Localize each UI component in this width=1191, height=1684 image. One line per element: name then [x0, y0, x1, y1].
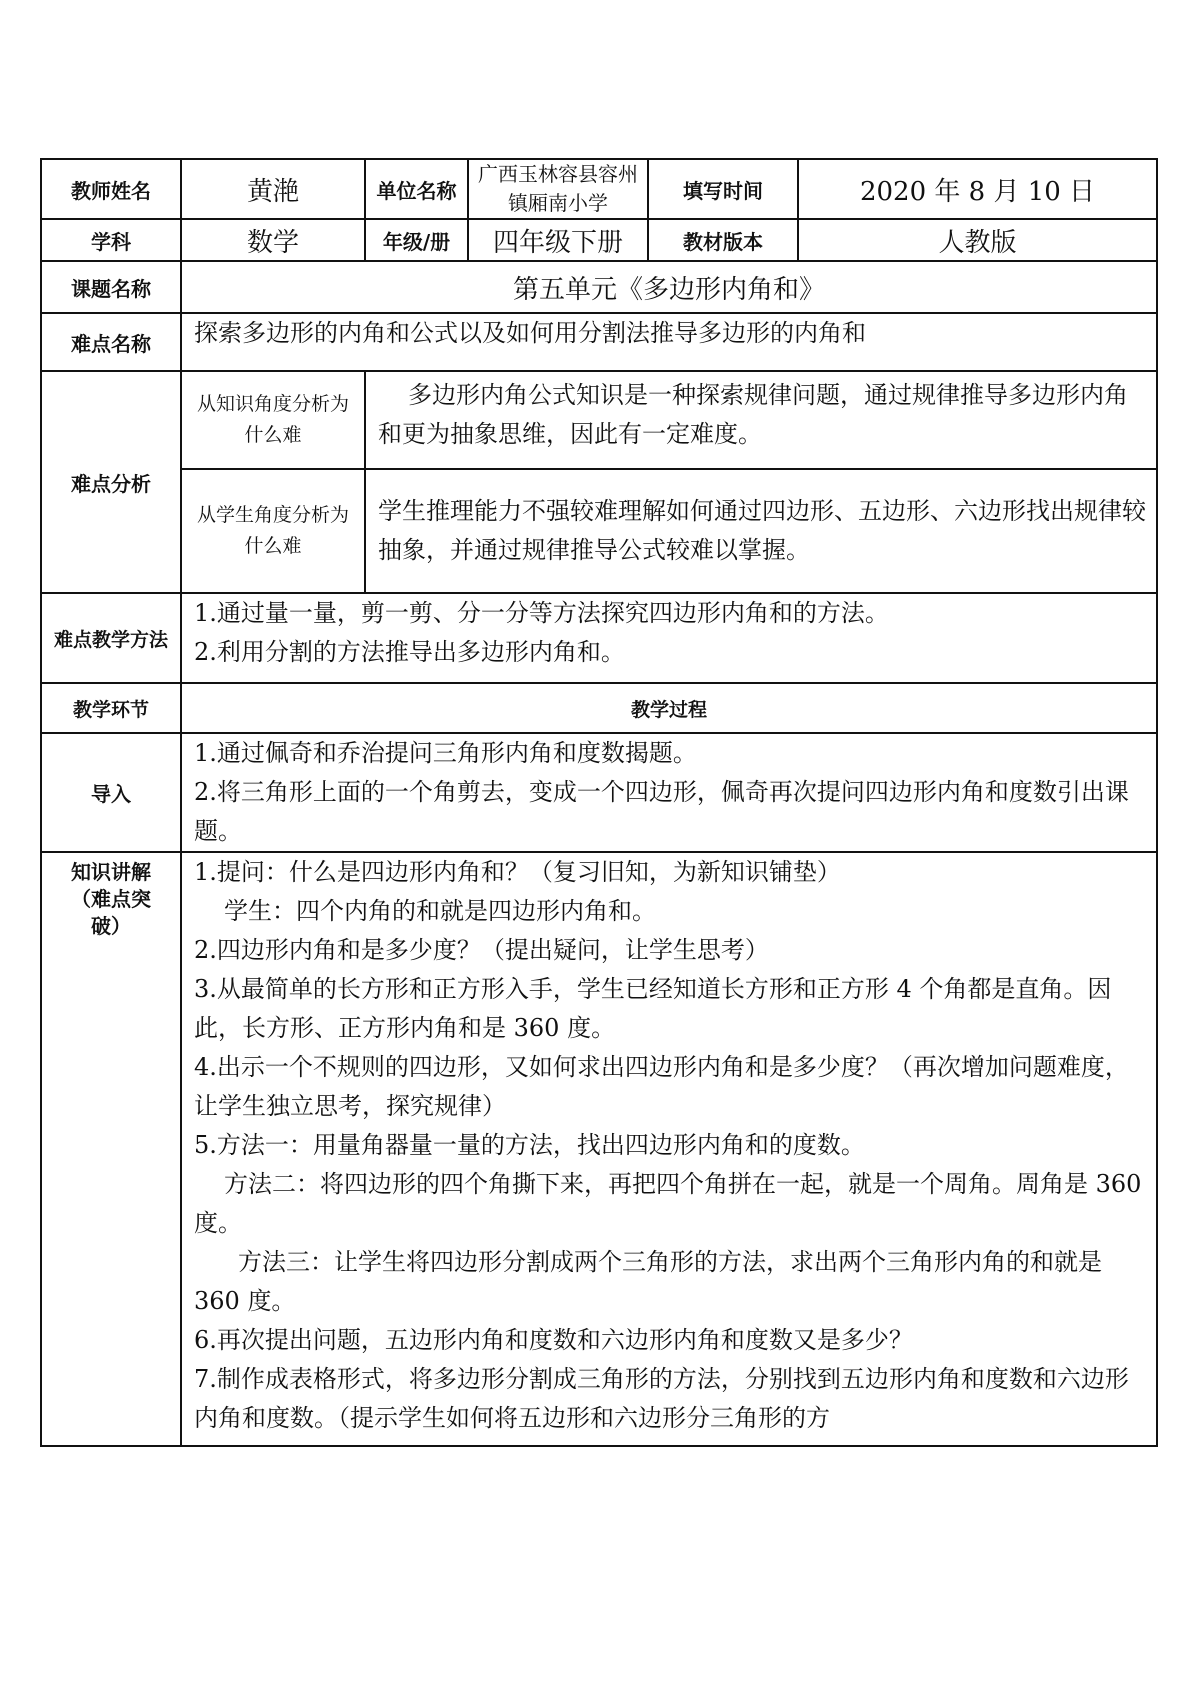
knowledge-item-2: 学生：四个内角的和就是四边形内角和。 — [224, 897, 656, 925]
unit-value — [468, 159, 648, 219]
unit-label: 单位名称 — [365, 159, 468, 219]
knowledge-item-4: 3.从最简单的长方形和正方形入手，学生已经知道长方形和正方形 4 个角都是直角。因此，长方形、正方形内角和是 360 度。 — [194, 975, 1112, 1042]
subject-value: 数学 — [181, 219, 365, 261]
header-row-1 — [41, 159, 1157, 219]
knowledge-angle-paragraph: 多边形内角公式知识是一种探索规律问题，通过规律推导多边形内角和更为抽象思维，因此有一定难度。 — [378, 381, 1128, 448]
process-label: 教学过程 — [181, 683, 1157, 733]
teacher-label: 教师姓名 — [41, 159, 181, 219]
process-header-row — [41, 683, 1157, 733]
knowledge-text-clip — [194, 853, 1148, 1445]
intro-row — [41, 733, 1157, 852]
student-angle-label-line1: 从学生角度分析为 — [196, 504, 349, 526]
topic-label: 课题名称 — [41, 261, 181, 313]
intro-label: 导入 — [41, 733, 181, 852]
knowledge-text — [181, 852, 1157, 1446]
topic-value: 第五单元《多边形内角和》 — [181, 261, 1157, 313]
intro-text — [181, 733, 1157, 852]
knowledge-angle-text — [365, 371, 1157, 469]
date-label: 填写时间 — [648, 159, 798, 219]
lesson-plan-table — [40, 158, 1158, 1447]
knowledge-item-3: 2.四边形内角和是多少度？（提出疑问，让学生思考） — [194, 936, 769, 964]
teacher-value: 黄滟 — [181, 159, 365, 219]
subject-label: 学科 — [41, 219, 181, 261]
knowledge-item-5: 4.出示一个不规则的四边形，又如何求出四边形内角和是多少度？（再次增加问题难度，让学生独立思考，探究规律） — [194, 1053, 1129, 1120]
difficulty-value: 探索多边形的内角和公式以及如何用分割法推导多边形的内角和 — [181, 313, 1157, 371]
analysis-row-knowledge — [41, 371, 1157, 469]
methods-label: 难点教学方法 — [41, 593, 181, 683]
methods-item-2: 2.利用分割的方法推导出多边形内角和。 — [194, 638, 625, 666]
intro-item-2: 2.将三角形上面的一个角剪去，变成一个四边形，佩奇再次提问四边形内角和度数引出课题。 — [194, 778, 1129, 845]
student-angle-paragraph: 学生推理能力不强较难理解如何通过四边形、五边形、六边形找出规律较抽象，并通过规律推导公式较难以掌握。 — [378, 497, 1146, 564]
knowledge-item-6: 5.方法一：用量角器量一量的方法，找出四边形内角和的度数。 — [194, 1131, 865, 1159]
knowledge-item-10: 7.制作成表格形式，将多边形分割成三角形的方法，分别找到五边形内角和度数和六边形内角和度数。（提示学生如何将五边形和六边形分三角形的方 — [194, 1365, 1129, 1432]
header-row-2 — [41, 219, 1157, 261]
methods-item-1: 1.通过量一量，剪一剪、分一分等方法探究四边形内角和的方法。 — [194, 599, 889, 627]
topic-row — [41, 261, 1157, 313]
difficulty-label: 难点名称 — [41, 313, 181, 371]
knowledge-label-line3: 破） — [91, 914, 131, 938]
knowledge-label-line2: （难点突 — [71, 887, 151, 911]
knowledge-item-8: 方法三：让学生将四边形分割成两个三角形的方法，求出两个三角形内角的和就是 360 度。 — [194, 1248, 1102, 1315]
methods-row — [41, 593, 1157, 683]
student-angle-text — [365, 469, 1157, 593]
knowledge-label — [41, 852, 181, 1446]
unit-value-line1: 广西玉林容县容州 — [478, 162, 638, 186]
grade-value: 四年级下册 — [468, 219, 648, 261]
student-angle-label-line2: 什么难 — [244, 535, 302, 557]
knowledge-row — [41, 852, 1157, 1446]
student-angle-label — [181, 469, 365, 593]
stage-label: 教学环节 — [41, 683, 181, 733]
knowledge-angle-label — [181, 371, 365, 469]
edition-label: 教材版本 — [648, 219, 798, 261]
knowledge-label-line1: 知识讲解 — [71, 860, 151, 884]
knowledge-angle-label-line2: 什么难 — [244, 424, 302, 446]
methods-text — [181, 593, 1157, 683]
analysis-label: 难点分析 — [41, 371, 181, 593]
date-value: 2020 年 8 月 10 日 — [798, 159, 1157, 219]
knowledge-angle-label-line1: 从知识角度分析为 — [196, 393, 349, 415]
knowledge-item-7: 方法二：将四边形的四个角撕下来，再把四个角拼在一起，就是一个周角。周角是 360 度。 — [194, 1170, 1142, 1237]
difficulty-row — [41, 313, 1157, 371]
unit-value-line2: 镇厢南小学 — [508, 191, 608, 215]
knowledge-item-9: 6.再次提出问题，五边形内角和度数和六边形内角和度数又是多少？ — [194, 1326, 913, 1354]
edition-value: 人教版 — [798, 219, 1157, 261]
grade-label: 年级/册 — [365, 219, 468, 261]
intro-item-1: 1.通过佩奇和乔治提问三角形内角和度数揭题。 — [194, 739, 697, 767]
knowledge-item-1: 1.提问：什么是四边形内角和？（复习旧知，为新知识铺垫） — [194, 858, 841, 886]
analysis-row-student — [41, 469, 1157, 593]
